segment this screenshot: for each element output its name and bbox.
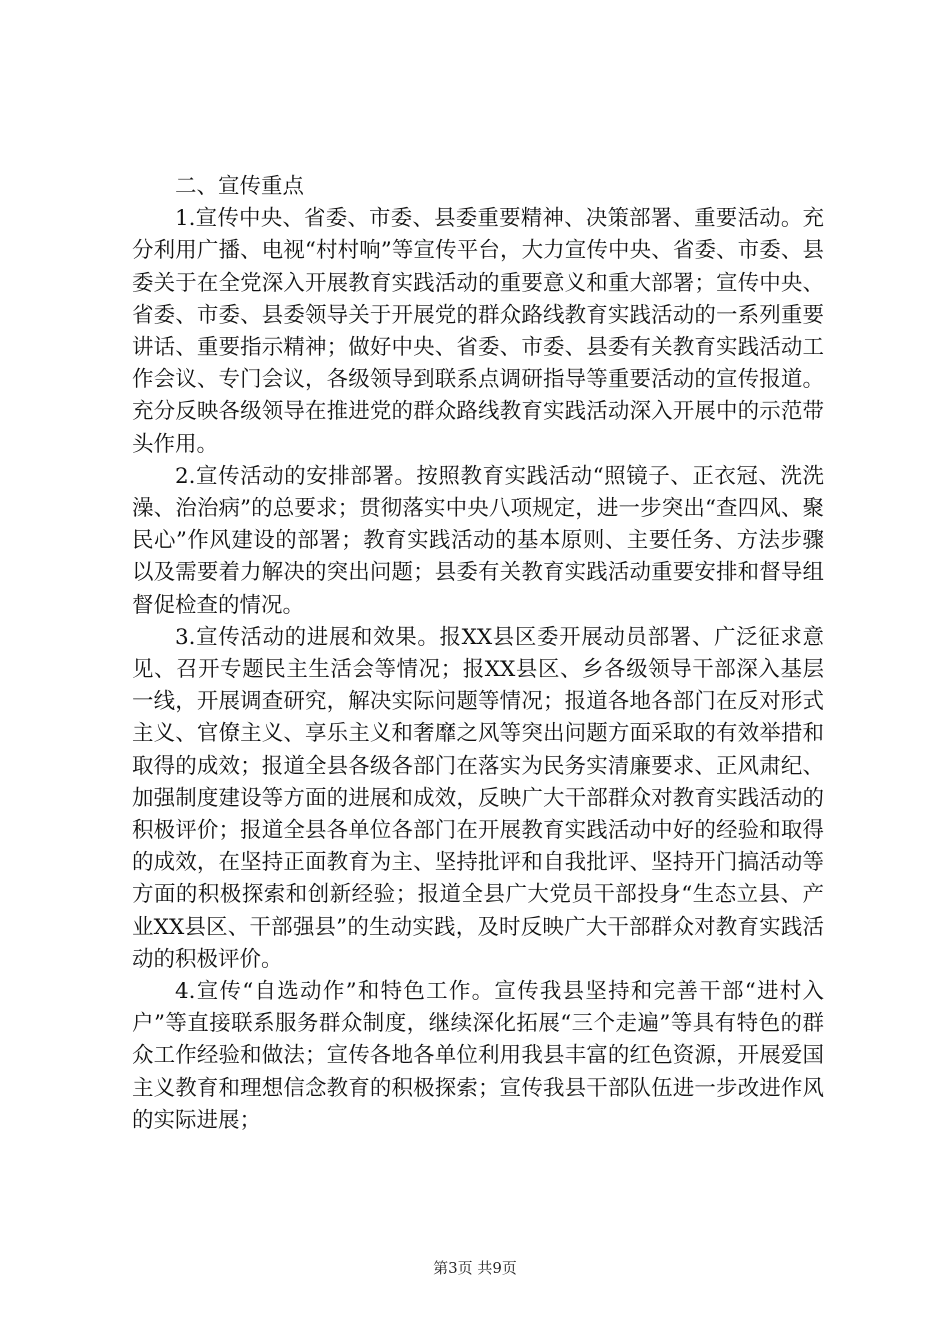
paragraph-3: 3.宣传活动的进展和效果。报XX县区委开展动员部署、广泛征求意见、召开专题民主生活会等情况；报XX县区、乡各级领导干部深入基层一线，开展调查研究，解决实际问题等情况；报道各地各部门在反对形式主义、官僚主义、享乐主义和奢靡之风等突出问题方面采取的有效举措和取得的成效；报道全县各级各部门在落实为民务实清廉要求、正风肃纪、加强制度建设等方面的进展和成效，反映广大干部群众对教育实践活动的积极评价；报道全县各单位各部门在开展教育实践活动中好的经验和取得的成效，在坚持正面教育为主、坚持批评和自我批评、坚持开门搞活动等方面的积极探索和创新经验；报道全县广大党员干部投身“生态立县、产业XX县区、干部强县”的生动实践，及时反映广大干部群众对教育实践活动的积极评价。 xyxy=(132,624,824,972)
paragraph-1: 1.宣传中央、省委、市委、县委重要精神、决策部署、重要活动。充分利用广播、电视“村村响”等宣传平台，大力宣传中央、省委、市委、县委关于在全党深入开展教育实践活动的重要意义和重大部署；宣传中央、省委、市委、县委领导关于开展党的群众路线教育实践活动的一系列重要讲话、重要指示精神；做好中央、省委、市委、县委有关教育实践活动工作会议、专门会议，各级领导到联系点调研指导等重要活动的宣传报道。充分反映各级领导在推进党的群众路线教育实践活动深入开展中的示范带头作用。 xyxy=(132,206,824,457)
page-number-footer: 第3页 共9页 xyxy=(433,1259,517,1277)
document-body xyxy=(132,171,824,1137)
section-heading: 二、宣传重点 xyxy=(175,174,305,199)
paragraph-4: 4.宣传“自选动作”和特色工作。宣传我县坚持和完善干部“进村入户”等直接联系服务群众制度，继续深化拓展“三个走遍”等具有特色的群众工作经验和做法；宣传各地各单位利用我县丰富的红色资源，开展爱国主义教育和理想信念教育的积极探索；宣传我县干部队伍进一步改进作风的实际进展； xyxy=(132,979,824,1133)
paragraph-2: 2.宣传活动的安排部署。按照教育实践活动“照镜子、正衣冠、洗洗澡、治治病”的总要求；贯彻落实中央八项规定，进一步突出“查四风、聚民心”作风建设的部署；教育实践活动的基本原则、主要任务、方法步骤以及需要着力解决的突出问题；县委有关教育实践活动重要安排和督导组督促检查的情况。 xyxy=(132,463,824,618)
